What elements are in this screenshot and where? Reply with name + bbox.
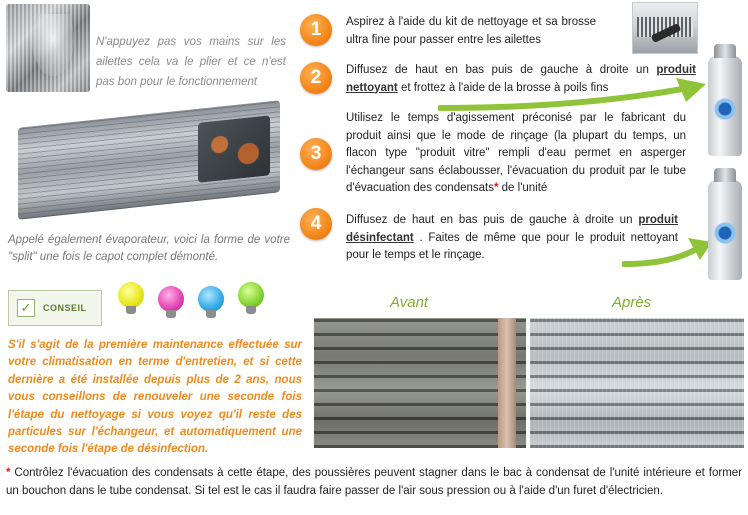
green-bulb-icon bbox=[238, 282, 264, 308]
pink-bulb-icon bbox=[158, 286, 184, 312]
cleaning-spray-can bbox=[708, 56, 742, 156]
footer-text: Contrôlez l'évacuation des condensats à cette étape, des poussières peuvent stagner dans le bac à condensat de l'unité intérieure et former un bouchon dans le tube condensat. Si tel est le cas il faudra faire passer de l'air sous pression ou à l'aide d'un furet d'électricien. bbox=[6, 467, 742, 497]
blue-bulb-icon bbox=[198, 286, 224, 312]
step-4-badge: 4 bbox=[300, 208, 332, 240]
step-1-badge: 1 bbox=[300, 14, 332, 46]
green-arrow-icon bbox=[622, 238, 714, 268]
green-arrow-icon bbox=[438, 78, 708, 114]
checkbox-icon: ✓ bbox=[17, 299, 35, 317]
step-3-text-end: de l'unité bbox=[498, 182, 548, 194]
evaporator-photo bbox=[18, 100, 280, 220]
evaporator-caption: Appelé également évaporateur, voici la forme de votre "split" une fois le capot complet démonté. bbox=[8, 234, 290, 263]
step-1-text: Aspirez à l'aide du kit de nettoyage et sa brosse ultra fine pour passer entre les ailettes bbox=[346, 16, 596, 46]
step-3-text-start: Utilisez le temps d'agissement préconisé par le fabricant du produit ainsi que le mode de rinçage (la plupart du temps, un flacon type "produit vitre" rempli d'eau permet en asperger l'échangeur sans éclabousser, l'évacuation du produit par le tube d'évacuation des condensats bbox=[346, 112, 686, 194]
condensate-note bbox=[6, 465, 742, 500]
step-2-text-end: et frottez à l'aide de la brosse à poils fins bbox=[397, 81, 609, 94]
fin-warning-text: N'appuyez pas vos mains sur les ailettes cela va le plier et ce n'est pas bon pour le fonctionnement bbox=[96, 36, 286, 88]
disinfectant-spray-can bbox=[708, 180, 742, 280]
conseil-badge bbox=[8, 290, 102, 326]
step-4-text-start: Diffusez de haut en bas puis de gauche à droite un bbox=[346, 214, 639, 226]
yellow-bulb-icon bbox=[118, 282, 144, 308]
brush-cleaning-photo bbox=[632, 2, 698, 54]
step-2-product: produit nettoyant bbox=[346, 64, 696, 94]
after-label: Après bbox=[612, 294, 652, 311]
step-2-badge: 2 bbox=[300, 62, 332, 94]
maintenance-tip: S'il s'agit de la première maintenance effectuée sur votre climatisation en terme d'entretien, et si cette dernière a été installée depuis plus de 2 ans, nous vous conseillons de renouveler une seconde fois l'étape du nettoyage si vous voyez qu'il reste des particules sur l'échangeur, et automatiquement une seconde fois l'étape de désinfection. bbox=[8, 339, 302, 456]
fin-cleaning-photo bbox=[6, 4, 90, 92]
lightbulbs-illustration bbox=[116, 276, 276, 334]
step-3-star: * bbox=[493, 182, 499, 194]
step-3-badge: 3 bbox=[300, 138, 332, 170]
step-4-text-end: . Faites de même que pour le produit nettoyant pour le temps et le rinçage. bbox=[346, 231, 678, 261]
step-2-text-start: Diffusez de haut en bas puis de gauche à droite un bbox=[346, 64, 657, 76]
before-label: Avant bbox=[390, 294, 429, 311]
step-4-product: produit désinfectant bbox=[346, 214, 678, 244]
before-coil-photo bbox=[314, 318, 526, 448]
after-coil-photo bbox=[530, 318, 744, 448]
conseil-label: CONSEIL bbox=[43, 303, 87, 313]
step-3-text bbox=[346, 110, 686, 198]
footer-star: * bbox=[6, 467, 11, 479]
